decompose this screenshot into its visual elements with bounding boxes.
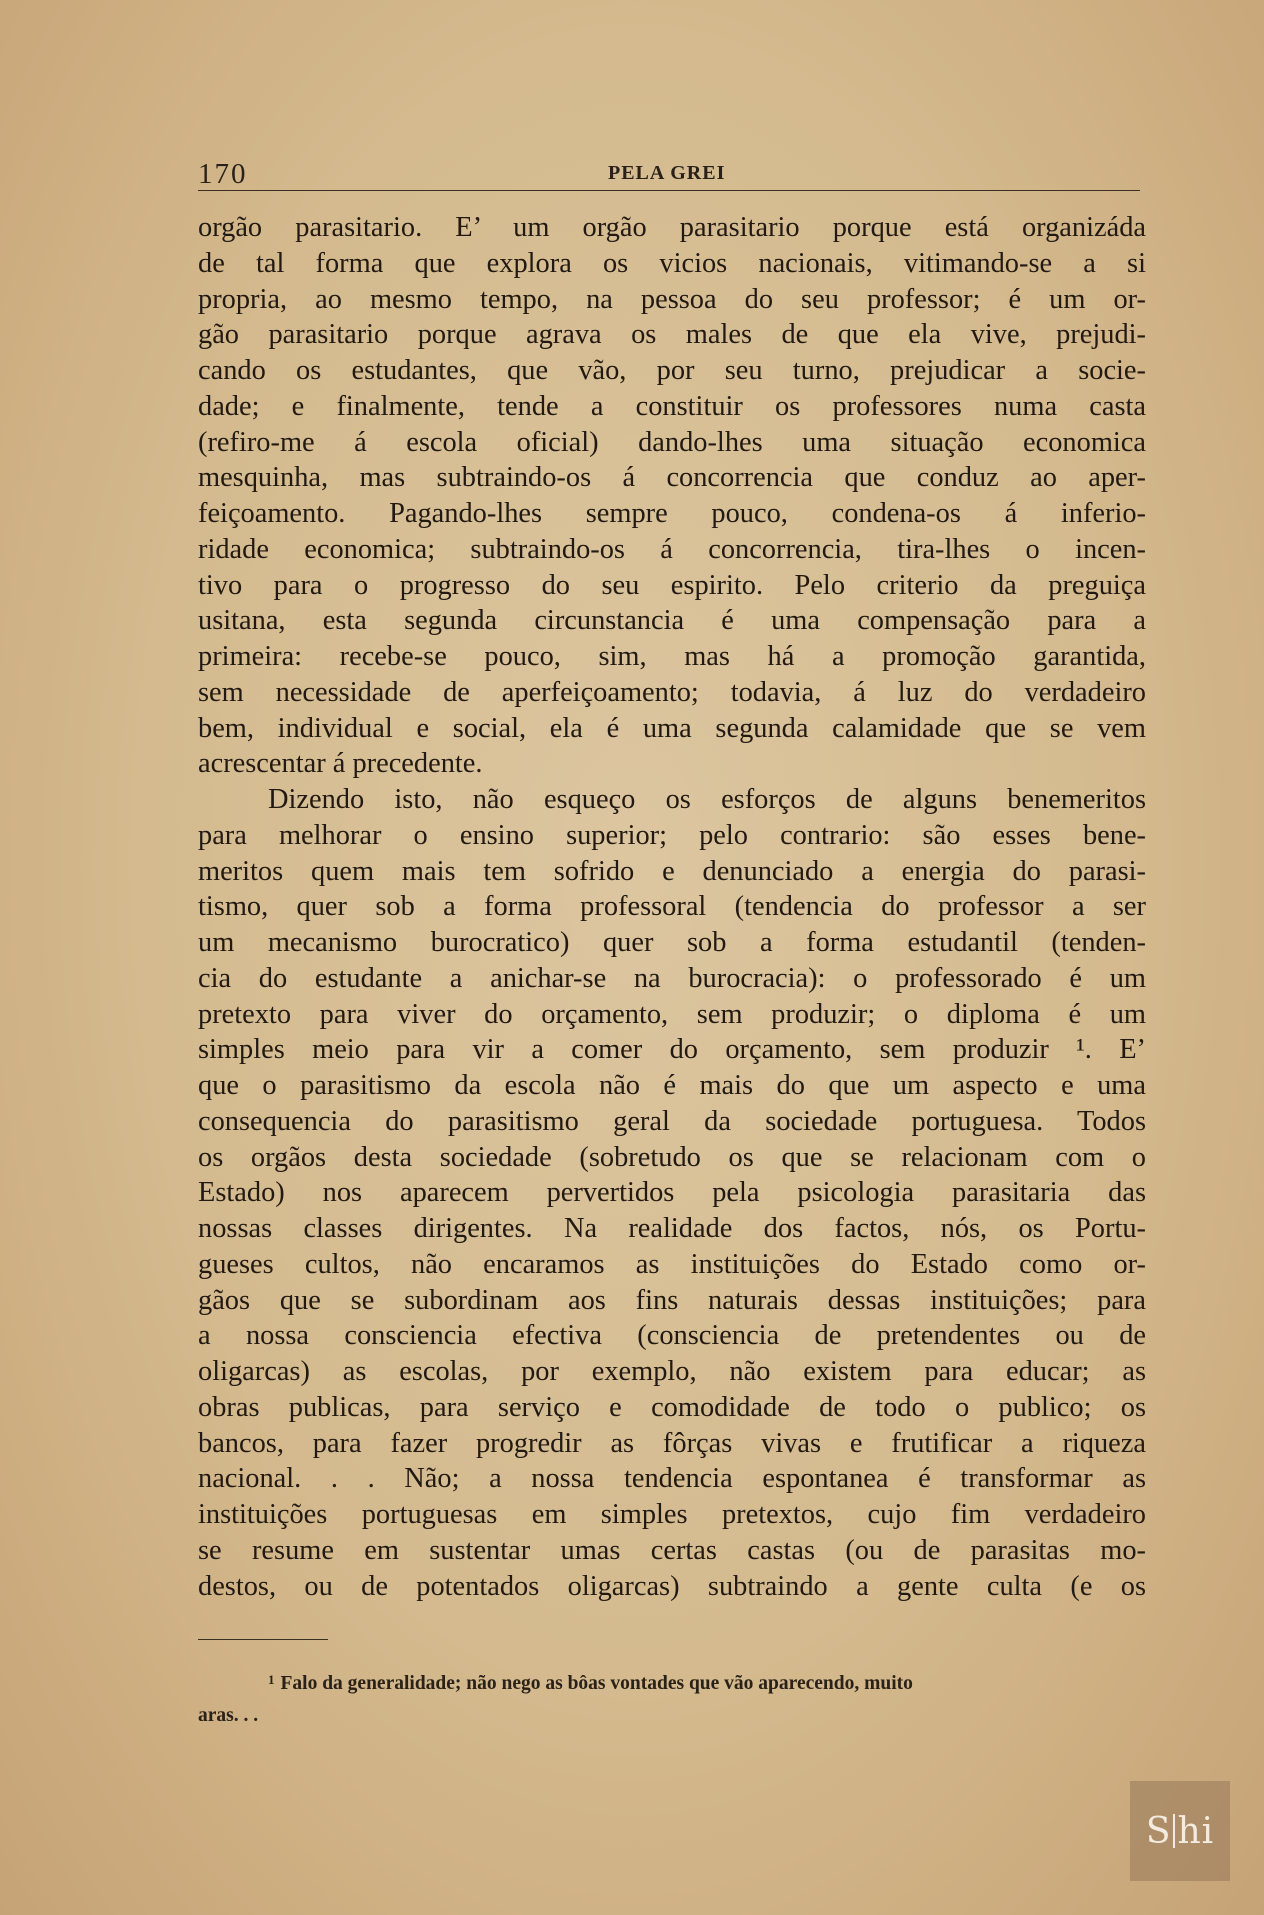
text-line: tismo, quer sob a forma professoral (tendencia do professor a ser bbox=[198, 891, 1146, 923]
watermark-letters: hi bbox=[1177, 1810, 1215, 1852]
text-line: a nossa consciencia efectiva (consciencia de pretendentes ou de bbox=[198, 1320, 1146, 1352]
text-line: nacional. . . Não; a nossa tendencia espontanea é transformar as bbox=[198, 1463, 1146, 1495]
text-line: ridade economica; subtraindo-os á concorrencia, tira-lhes o incen- bbox=[198, 533, 1146, 565]
text-line: bancos, para fazer progredir as fôrças vivas e frutificar a riqueza bbox=[198, 1427, 1146, 1459]
text-line: propria, ao mesmo tempo, na pessoa do seu professor; é um or- bbox=[198, 283, 1146, 315]
text-line: bem, individual e social, ela é uma segunda calamidade que se vem bbox=[198, 712, 1146, 744]
footnote-line bbox=[198, 1664, 1150, 1700]
footnote bbox=[198, 1664, 1150, 1732]
header-rule bbox=[198, 190, 1140, 191]
footnote-text: Falo da generalidade; não nego as bôas vontades que vão aparecendo, muito bbox=[280, 1673, 913, 1694]
text-line: cia do estudante a anichar-se na burocracia): o professorado é um bbox=[198, 962, 1146, 994]
footnote-rule bbox=[198, 1639, 328, 1640]
text-line: um mecanismo burocratico) quer sob a forma estudantil (tenden- bbox=[198, 927, 1146, 958]
text-line: Estado) nos aparecem pervertidos pela psicologia parasitaria das bbox=[198, 1177, 1146, 1209]
text-line: destos, ou de potentados oligarcas) subtraindo a gente culta (e os bbox=[198, 1570, 1146, 1602]
text-line: sem necessidade de aperfeiçoamento; todavia, á luz do verdadeiro bbox=[198, 676, 1146, 708]
library-watermark-logo bbox=[1130, 1781, 1230, 1881]
text-line: orgão parasitario. E’ um orgão parasitario porque está organizáda bbox=[198, 212, 1146, 243]
footnote-line: aras. . . bbox=[198, 1705, 259, 1726]
text-line: tivo para o progresso do seu espirito. Pelo criterio da preguiça bbox=[198, 569, 1146, 601]
text-line: gãos que se subordinam aos fins naturais dessas instituições; para bbox=[198, 1284, 1146, 1316]
text-line: meritos quem mais tem sofrido e denunciado a energia do parasi- bbox=[198, 855, 1146, 887]
text-line: se resume em sustentar umas certas castas (ou de parasitas mo- bbox=[198, 1534, 1146, 1566]
text-line: consequencia do parasitismo geral da sociedade portuguesa. Todos bbox=[198, 1105, 1146, 1137]
page-number: 170 bbox=[198, 158, 248, 190]
text-line: primeira: recebe-se pouco, sim, mas há a promoção garantida, bbox=[198, 641, 1146, 672]
text-line: gão parasitario porque agrava os males de que ela vive, prejudi- bbox=[198, 319, 1146, 351]
body-text bbox=[198, 210, 1146, 1604]
watermark-bar bbox=[1173, 1814, 1175, 1848]
text-line: usitana, esta segunda circunstancia é uma compensação para a bbox=[198, 605, 1146, 637]
text-line: instituições portuguesas em simples pretextos, cujo fim verdadeiro bbox=[198, 1499, 1146, 1530]
text-line: de tal forma que explora os vicios nacionais, vitimando-se a si bbox=[198, 247, 1146, 279]
text-line: Dizendo isto, não esqueço os esforços de alguns benemeritos bbox=[268, 784, 1146, 815]
text-line: nossas classes dirigentes. Na realidade dos factos, nós, os Portu- bbox=[198, 1213, 1146, 1244]
text-line: (refiro-me á escola oficial) dando-lhes uma situação economica bbox=[198, 426, 1146, 458]
text-line: para melhorar o ensino superior; pelo contrario: são esses bene- bbox=[198, 819, 1146, 851]
text-line: cando os estudantes, que vão, por seu turno, prejudicar a socie- bbox=[198, 355, 1146, 386]
text-line: obras publicas, para serviço e comodidade de todo o publico; os bbox=[198, 1391, 1146, 1423]
running-head bbox=[198, 158, 1138, 192]
text-line: oligarcas) as escolas, por exemplo, não existem para educar; as bbox=[198, 1356, 1146, 1387]
text-line: mesquinha, mas subtraindo-os á concorrencia que conduz ao aper- bbox=[198, 462, 1146, 494]
text-line: simples meio para vir a comer do orçamento, sem produzir ¹. E’ bbox=[198, 1034, 1146, 1066]
text-line: feiçoamento. Pagando-lhes sempre pouco, condena-os á inferio- bbox=[198, 498, 1146, 529]
book-title: PELA GREI bbox=[608, 162, 726, 184]
text-line: acrescentar á precedente. bbox=[198, 748, 483, 780]
watermark-letter: S bbox=[1145, 1810, 1172, 1852]
text-line: dade; e finalmente, tende a constituir os professores numa casta bbox=[198, 390, 1146, 422]
text-line: que o parasitismo da escola não é mais do que um aspecto e uma bbox=[198, 1070, 1146, 1101]
text-line: os orgãos desta sociedade (sobretudo os que se relacionam com o bbox=[198, 1141, 1146, 1173]
text-line: pretexto para viver do orçamento, sem produzir; o diploma é um bbox=[198, 998, 1146, 1030]
footnote-marker: 1 bbox=[268, 1672, 275, 1687]
text-line: gueses cultos, não encaramos as instituições do Estado como or- bbox=[198, 1248, 1146, 1280]
